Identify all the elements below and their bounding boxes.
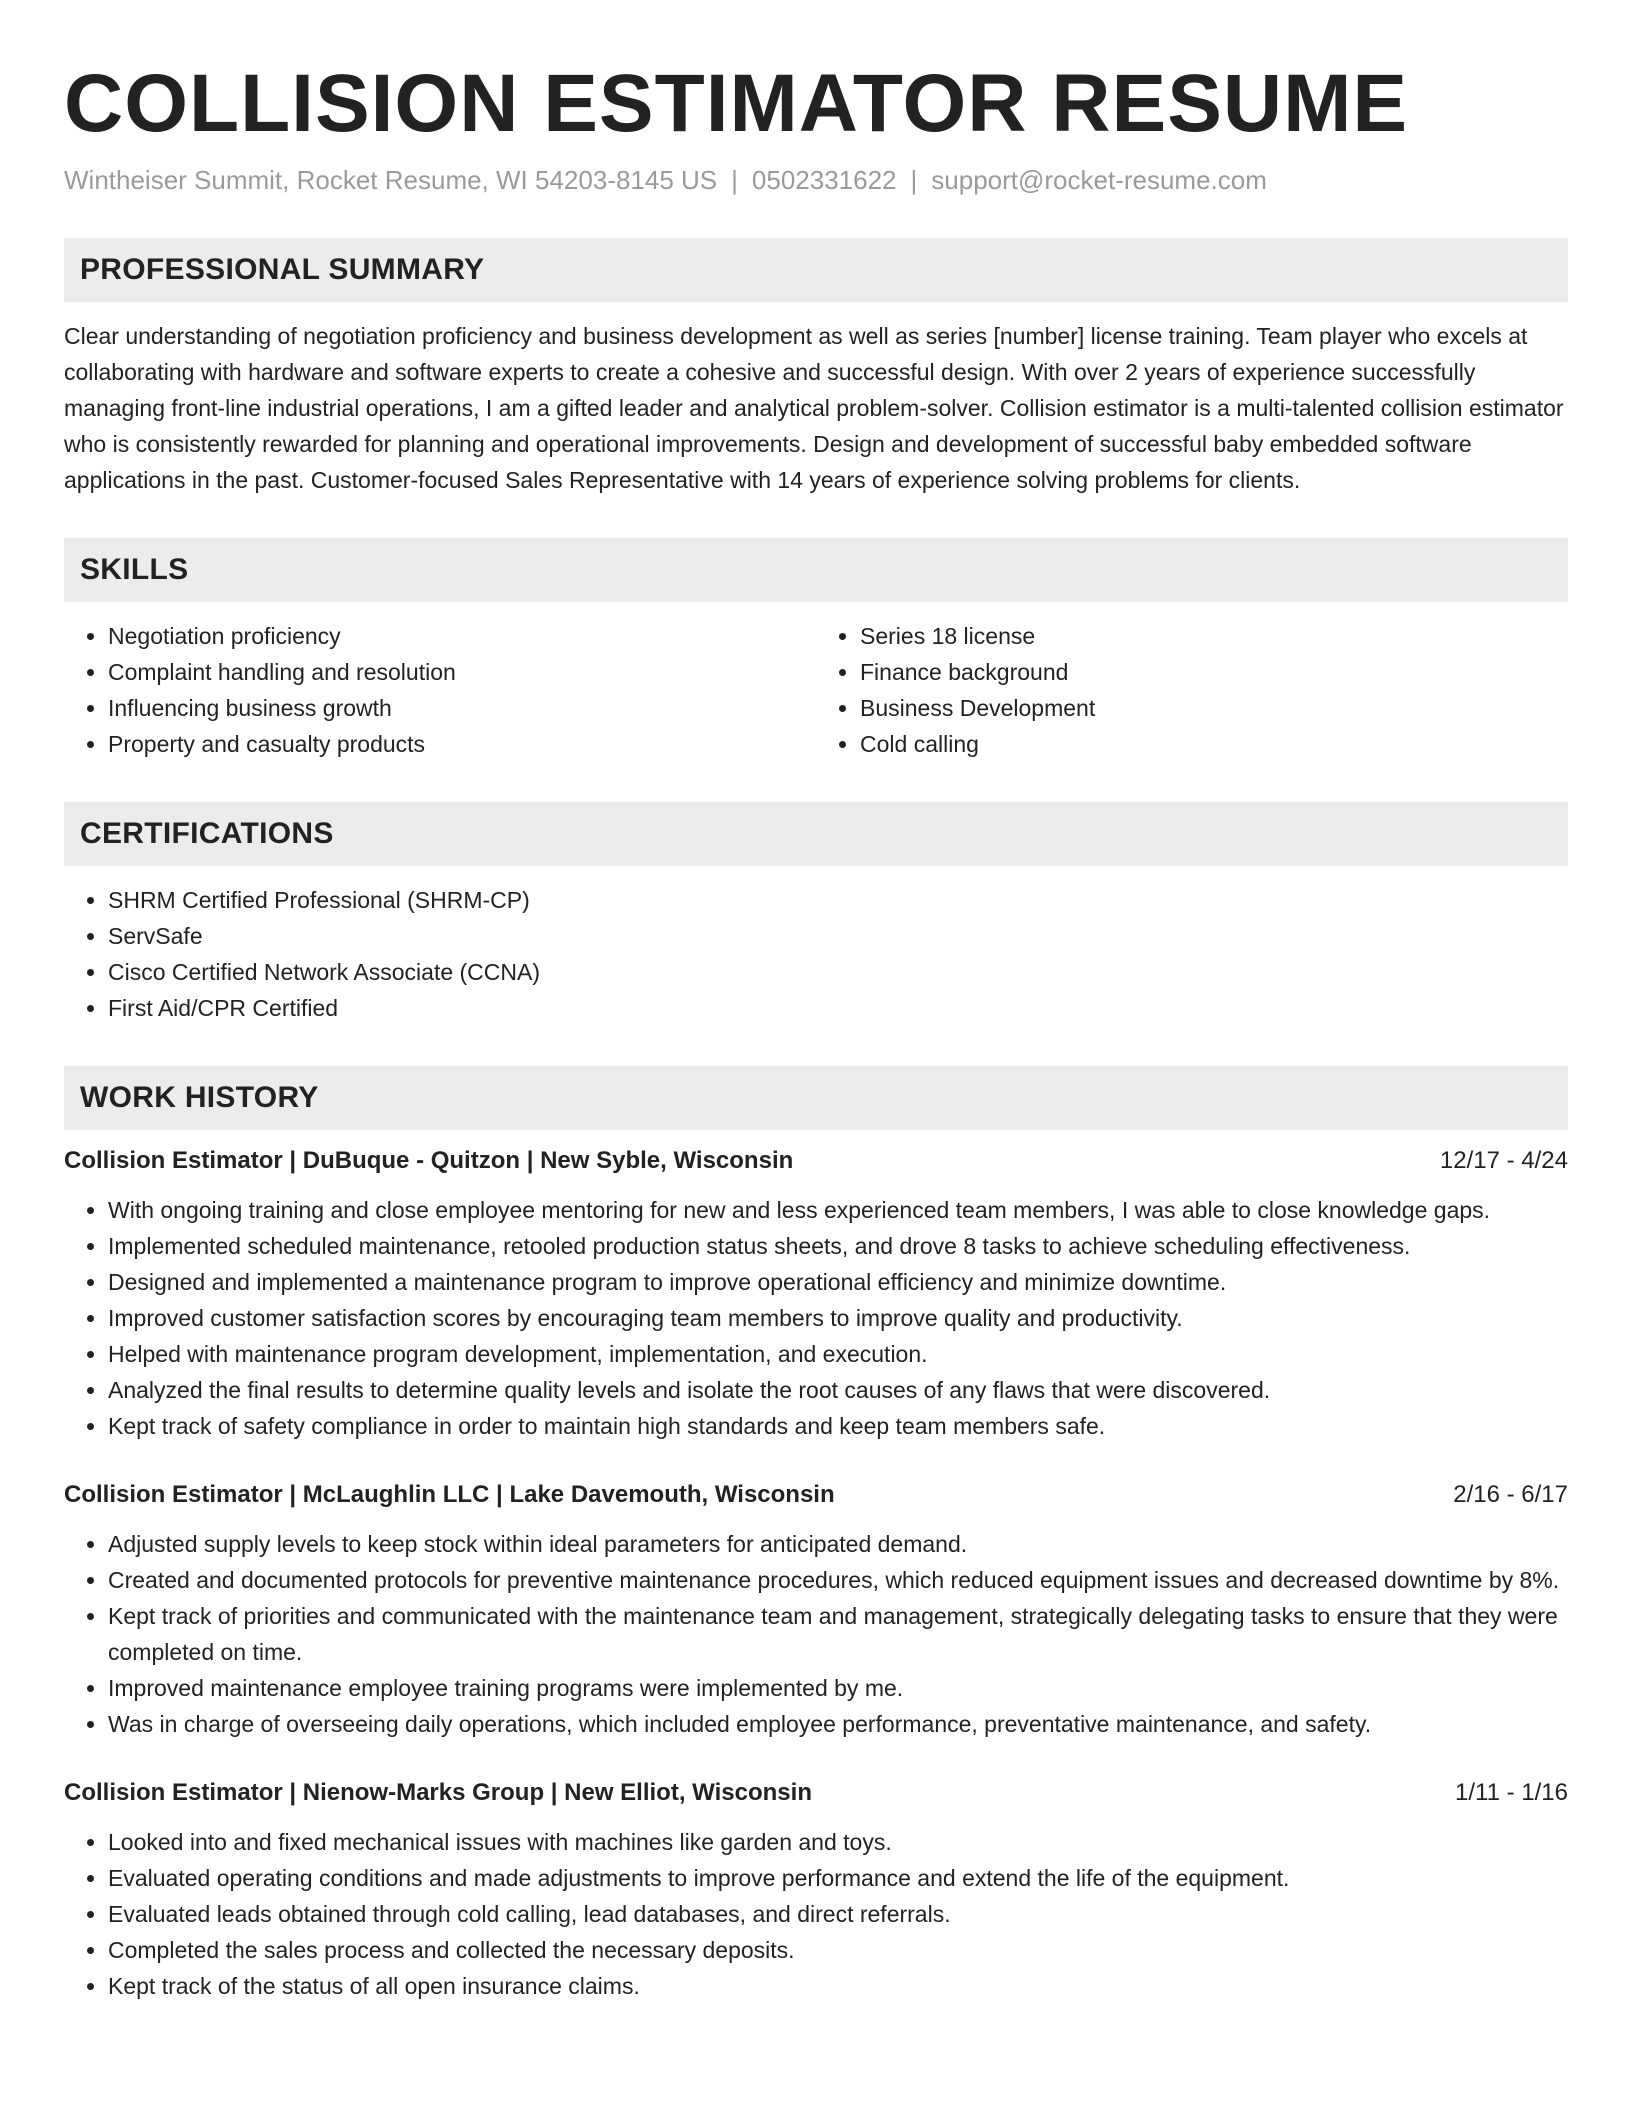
job-bullet: • Kept track of priorities and communicated with the maintenance team and management, strategically delegating tasks to ensure that they were completed on time.	[108, 1598, 1568, 1670]
resume-title: COLLISION ESTIMATOR RESUME	[64, 58, 1409, 149]
summary-text: Clear understanding of negotiation proficiency and business development as well as series [number] license training. Team player who excels at collaborating with hardware and software experts to create a cohesive and successful design. With over 2 years of experience successfully managing front-line industrial operations, I am a gifted leader and analytical problem-solver. Collision estimator is a multi-talented collision estimator who is consistently rewarded for planning and operational improvements. Design and development of successful baby embedded software applications in the past. Customer-focused Sales Representative with 14 years of experience solving problems for clients.	[64, 323, 1564, 493]
job-bullet: • Analyzed the final results to determine quality levels and isolate the root causes of any flaws that were discovered.	[108, 1372, 1568, 1408]
job-bullet: • Evaluated operating conditions and made adjustments to improve performance and extend the life of the equipment.	[108, 1860, 1568, 1896]
job-bullets	[64, 1526, 1568, 1742]
job-bullet: • Implemented scheduled maintenance, retooled production status sheets, and drove 8 tasks to achieve scheduling effectiveness.	[108, 1228, 1568, 1264]
skill-item: • Negotiation proficiency	[108, 618, 816, 654]
contact-address: Wintheiser Summit, Rocket Resume, WI 54203-8145 US	[64, 165, 718, 195]
job-bullets	[64, 1192, 1568, 1444]
skill-item: • Influencing business growth	[108, 690, 816, 726]
skill-item: • Business Development	[860, 690, 1568, 726]
job-bullet: • With ongoing training and close employee mentoring for new and less experienced team members, I was able to close knowledge gaps.	[108, 1192, 1568, 1228]
contact-line	[64, 162, 1568, 198]
job-bullets	[64, 1824, 1568, 2004]
job-bullet: • Kept track of the status of all open insurance claims.	[108, 1968, 1568, 2004]
job-dates: 12/17 - 4/24	[1439, 1147, 1568, 1174]
job-bullet: • Completed the sales process and collected the necessary deposits.	[108, 1932, 1568, 1968]
job-bullet: • Looked into and fixed mechanical issues with machines like garden and toys.	[108, 1824, 1568, 1860]
certifications-list	[64, 882, 1568, 1026]
job-bullet: • Kept track of safety compliance in order to maintain high standards and keep team members safe.	[108, 1408, 1568, 1444]
job-title: Collision Estimator | McLaughlin LLC | Lake Davemouth, Wisconsin	[64, 1481, 835, 1508]
job-entry	[64, 1478, 1568, 1742]
section-heading-skills: SKILLS	[64, 538, 1568, 602]
job-title: Collision Estimator | DuBuque - Quitzon | New Syble, Wisconsin	[64, 1147, 794, 1174]
certification-item: • ServSafe	[108, 918, 1568, 954]
job-bullet: • Evaluated leads obtained through cold calling, lead databases, and direct referrals.	[108, 1896, 1568, 1932]
job-header	[64, 1144, 1568, 1178]
job-entry	[64, 1776, 1568, 2004]
skill-item: • Property and casualty products	[108, 726, 816, 762]
job-bullet: • Improved customer satisfaction scores by encouraging team members to improve quality and productivity.	[108, 1300, 1568, 1336]
job-bullet: • Helped with maintenance program development, implementation, and execution.	[108, 1336, 1568, 1372]
skills-list-right	[816, 618, 1568, 762]
job-bullet: • Created and documented protocols for preventive maintenance procedures, which reduced equipment issues and decreased downtime by 8%.	[108, 1562, 1568, 1598]
certification-item: • First Aid/CPR Certified	[108, 990, 1568, 1026]
job-dates: 1/11 - 1/16	[1455, 1779, 1568, 1806]
section-heading-work-history: WORK HISTORY	[64, 1066, 1568, 1130]
contact-separator: |	[731, 165, 738, 195]
contact-phone: 0502331622	[751, 165, 897, 195]
skills-grid	[64, 618, 1568, 762]
skill-item: • Complaint handling and resolution	[108, 654, 816, 690]
job-header	[64, 1478, 1568, 1512]
contact-separator: |	[910, 165, 918, 195]
skill-item: • Finance background	[860, 654, 1568, 690]
job-bullet: • Designed and implemented a maintenance program to improve operational efficiency and minimize downtime.	[108, 1264, 1568, 1300]
job-bullet: • Was in charge of overseeing daily operations, which included employee performance, preventative maintenance, and safety.	[108, 1706, 1568, 1742]
skill-item: • Series 18 license	[860, 618, 1568, 654]
certification-item: • Cisco Certified Network Associate (CCNA)	[108, 954, 1568, 990]
job-bullet: • Adjusted supply levels to keep stock within ideal parameters for anticipated demand.	[108, 1526, 1568, 1562]
job-title: Collision Estimator | Nienow-Marks Group | New Elliot, Wisconsin	[64, 1779, 812, 1806]
section-heading-certifications: CERTIFICATIONS	[64, 802, 1568, 866]
skill-item: • Cold calling	[860, 726, 1568, 762]
skills-list-left	[64, 618, 816, 762]
job-dates: 2/16 - 6/17	[1453, 1481, 1568, 1508]
section-heading-summary: PROFESSIONAL SUMMARY	[64, 238, 1568, 302]
job-bullet: • Improved maintenance employee training programs were implemented by me.	[108, 1670, 1568, 1706]
certification-item: • SHRM Certified Professional (SHRM-CP)	[108, 882, 1568, 918]
job-header	[64, 1776, 1568, 1810]
contact-email[interactable]: support@rocket-resume.com	[931, 165, 1267, 195]
job-entry	[64, 1144, 1568, 1444]
